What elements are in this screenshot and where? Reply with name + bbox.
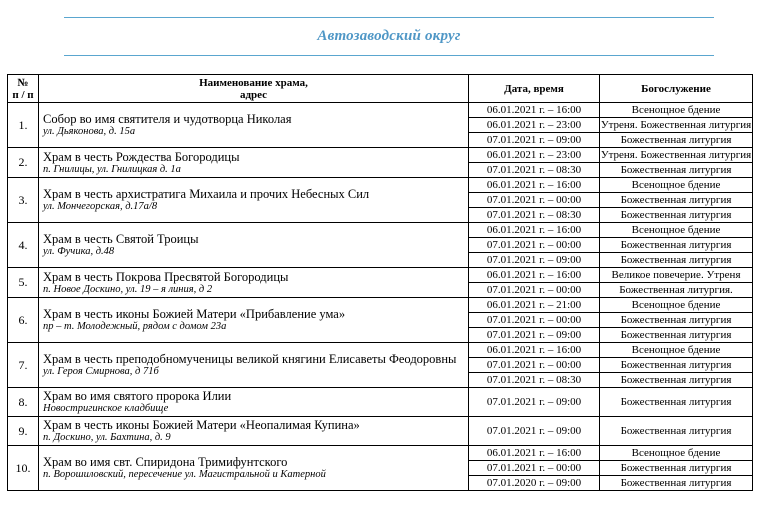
table-row — [8, 343, 753, 358]
church-cell — [39, 223, 469, 268]
col-header-number — [8, 75, 39, 103]
church-name: Храм во имя святого пророка Илии — [43, 389, 232, 403]
church-address: п. Новое Доскино, ул. 19 – я линия, д 2 — [43, 283, 213, 295]
service-type: Всенощное бдение — [600, 446, 753, 461]
col-header-name-line2: адрес — [239, 88, 268, 101]
service-datetime: 07.01.2021 г. – 00:00 — [469, 238, 600, 253]
church-cell — [39, 446, 469, 491]
service-datetime: 07.01.2021 г. – 09:00 — [469, 388, 600, 417]
church-cell — [39, 417, 469, 446]
service-datetime: 07.01.2021 г. – 00:00 — [469, 461, 600, 476]
church-cell — [39, 148, 469, 178]
top-divider — [64, 17, 714, 18]
service-datetime: 06.01.2021 г. – 23:00 — [469, 148, 600, 163]
service-datetime: 06.01.2021 г. – 16:00 — [469, 268, 600, 283]
church-name: Храм в честь Покрова Пресвятой Богородицы — [43, 269, 289, 284]
church-name: Храм в честь Рождества Богородицы — [43, 149, 240, 164]
table-row — [8, 148, 753, 163]
service-type: Всенощное бдение — [600, 343, 753, 358]
church-cell — [39, 268, 469, 298]
service-type: Божественная литургия — [600, 461, 753, 476]
table-row — [8, 178, 753, 193]
church-cell — [39, 178, 469, 223]
row-number: 3. — [8, 178, 39, 223]
row-number: 9. — [8, 417, 39, 446]
church-address: п. Доскино, ул. Бахтина, д. 9 — [43, 432, 171, 443]
row-number: 10. — [8, 446, 39, 491]
table-row — [8, 446, 753, 461]
row-number: 7. — [8, 343, 39, 388]
service-type: Божественная литургия — [600, 163, 753, 178]
row-number: 4. — [8, 223, 39, 268]
service-datetime: 06.01.2021 г. – 16:00 — [469, 446, 600, 461]
church-name: Храм в честь иконы Божией Матери «Прибавление ума» — [43, 307, 346, 321]
table-row — [8, 298, 753, 313]
service-type: Божественная литургия — [600, 133, 753, 148]
service-datetime: 06.01.2021 г. – 16:00 — [469, 178, 600, 193]
service-datetime: 07.01.2021 г. – 09:00 — [469, 133, 600, 148]
col-header-number-line1: № — [17, 76, 29, 89]
service-type: Всенощное бдение — [600, 178, 753, 193]
church-cell — [39, 388, 469, 417]
service-datetime: 07.01.2020 г. – 09:00 — [469, 476, 600, 491]
church-name: Храм в честь архистратига Михаила и прочих Небесных Сил — [43, 187, 370, 201]
service-datetime: 07.01.2021 г. – 09:00 — [469, 328, 600, 343]
church-cell — [39, 343, 469, 388]
service-datetime: 07.01.2021 г. – 00:00 — [469, 193, 600, 208]
service-datetime: 06.01.2021 г. – 23:00 — [469, 118, 600, 133]
service-datetime: 07.01.2021 г. – 08:30 — [469, 208, 600, 223]
col-header-name-line1: Наименование храма, — [199, 76, 308, 89]
row-number: 2. — [8, 148, 39, 178]
service-datetime: 07.01.2021 г. – 00:00 — [469, 313, 600, 328]
service-type: Божественная литургия — [600, 373, 753, 388]
service-datetime: 07.01.2021 г. – 09:00 — [469, 253, 600, 268]
church-address: ул. Дьяконова, д. 15а — [43, 126, 136, 137]
service-datetime: 06.01.2021 г. – 16:00 — [469, 343, 600, 358]
row-number: 5. — [8, 268, 39, 298]
church-cell — [39, 298, 469, 343]
service-type: Всенощное бдение — [600, 103, 753, 118]
church-address: ул. Героя Смирнова, д 71б — [43, 366, 159, 377]
col-header-number-line2: п / п — [12, 88, 34, 101]
church-name: Собор во имя святителя и чудотворца Николая — [43, 112, 292, 126]
service-type: Божественная литургия — [600, 328, 753, 343]
service-type: Божественная литургия — [600, 476, 753, 491]
service-type: Утреня. Божественная литургия — [600, 148, 752, 161]
church-address: п. Ворошиловский, пересечение ул. Магистральной и Катерной — [43, 469, 326, 480]
church-name: Храм в честь иконы Божией Матери «Неопалимая Купина» — [43, 418, 360, 432]
service-datetime: 06.01.2021 г. – 16:00 — [469, 223, 600, 238]
service-type: Всенощное бдение — [600, 223, 753, 238]
district-heading: Автозаводский округ — [317, 28, 461, 44]
row-number: 6. — [8, 298, 39, 343]
church-address: пр – т. Молодежный, рядом с домом 23а — [43, 321, 227, 332]
church-address: п. Гнилицы, ул. Гнилицкая д. 1а — [43, 163, 181, 175]
church-address: Новостригинское кладбище — [43, 403, 169, 414]
table-header-row — [8, 75, 753, 103]
service-type: Божественная литургия — [600, 238, 753, 253]
service-type: Всенощное бдение — [600, 298, 753, 313]
church-name: Храм в честь Святой Троицы — [43, 232, 199, 246]
service-type: Божественная литургия — [600, 193, 753, 208]
church-address: ул. Мончегорская, д.17а/8 — [43, 201, 158, 212]
service-datetime: 07.01.2021 г. – 08:30 — [469, 373, 600, 388]
service-type: Божественная литургия. — [600, 283, 753, 298]
service-datetime: 06.01.2021 г. – 16:00 — [469, 103, 600, 118]
church-address: ул. Фучика, д.48 — [43, 246, 115, 257]
bottom-divider — [64, 55, 714, 56]
service-type: Божественная литургия — [600, 253, 753, 268]
col-header-service: Богослужение — [600, 75, 753, 103]
table-row — [8, 268, 753, 283]
col-header-name — [39, 75, 469, 103]
row-number: 1. — [8, 103, 39, 148]
church-cell — [39, 103, 469, 148]
church-name: Храм во имя свт. Спиридона Тримифунтского — [43, 455, 288, 469]
col-header-datetime: Дата, время — [469, 75, 600, 103]
service-type: Божественная литургия — [600, 388, 753, 417]
service-datetime: 07.01.2021 г. – 09:00 — [469, 417, 600, 446]
table-row — [8, 388, 753, 417]
service-type: Божественная литургия — [600, 417, 753, 446]
table-row — [8, 223, 753, 238]
service-type: Божественная литургия — [600, 208, 753, 223]
table-row — [8, 417, 753, 446]
service-datetime: 07.01.2021 г. – 08:30 — [469, 163, 600, 178]
schedule-body — [8, 103, 753, 491]
table-row — [8, 103, 753, 118]
service-datetime: 07.01.2021 г. – 00:00 — [469, 283, 600, 298]
service-type: Божественная литургия — [600, 358, 753, 373]
service-datetime: 06.01.2021 г. – 21:00 — [469, 298, 600, 313]
service-type: Божественная литургия — [600, 313, 753, 328]
service-type: Утреня. Божественная литургия — [600, 118, 752, 131]
service-datetime: 07.01.2021 г. – 00:00 — [469, 358, 600, 373]
church-name: Храм в честь преподобномученицы великой княгини Елисаветы Феодоровны — [43, 352, 457, 366]
service-type: Великое повечерие. Утреня — [600, 268, 753, 283]
row-number: 8. — [8, 388, 39, 417]
schedule-table — [7, 74, 753, 491]
